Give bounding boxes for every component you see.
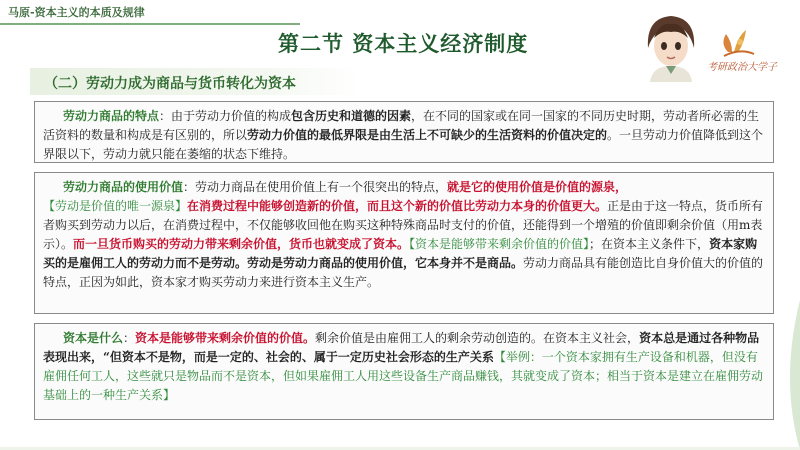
box1-text-2: ，在不同的国家或在同一国家的不同历史时期，劳动者所必需的生活资料的数量和构成是有区别的，所以 [43, 109, 760, 142]
box2-red-3: 而一旦货币购买的劳动力带来剩余价值，货币也就变成了资本。 [73, 237, 410, 251]
top-divider [0, 23, 300, 25]
box3-bold-1: 资本总是通过各种物品表现出来，“但资本不是物，而是一定的、社会的、属于一定历史社会形态的生产关系 [43, 331, 760, 364]
box1-bold-2: 劳动力价值的最低界限是由生活上不可缺少的生活资料的价值决定的 [247, 128, 608, 142]
decorative-corner [776, 0, 800, 450]
section-subtitle: （二）劳动力成为商品与货币转化为资本 [44, 76, 296, 92]
box2-text-4: 劳动力商品具有能创造比自身价值大的价值的特点，正因为如此，资本家才购买劳动力来进行资本主义生产。 [43, 256, 764, 289]
box1-text-1: ：由于劳动力价值的构成 [159, 109, 292, 123]
box2-text-2: 正是由于这一特点，货币所有者购买到劳动力以后，在消费过程中，不仅能够收回他在购买这种特殊商品时支付的价值，还能得到一个增殖的价值即剩余价值（用m表示）。 [43, 199, 764, 251]
box3-heading: 资本是什么 [63, 331, 124, 345]
box2-bold-1: 资本家购买的是雇佣工人的劳动力而不是劳动。劳动是劳动力商品的使用价值，它本身并不是商品。 [43, 237, 758, 270]
presenter-avatar-icon [636, 8, 706, 82]
box1-heading: 劳动力商品的特点 [63, 109, 160, 123]
box2-red-1: 就是它的使用价值是价值的源泉， [447, 180, 628, 194]
box2-note-1: 【劳动是价值的唯一源泉】 [43, 199, 188, 213]
content-box-capital [34, 323, 774, 420]
box3-colon: ： [123, 331, 136, 345]
box2-red-2: 在消费过程中能够创造新的价值，而且这个新的价值比劳动力本身的价值更大。 [187, 199, 608, 213]
box3-red-1: 资本是能够带来剩余价值的价值。 [135, 331, 316, 345]
box3-text-1: 剩余价值是由雇佣工人的剩余劳动创造的。在资本主义社会， [315, 331, 640, 345]
box3-note-1: 【举例：一个资本家拥有生产设备和机器，但没有雇佣任何工人，这些就只是物品而不是资本，但如果雇佣工人用这些设备生产商品赚钱，其就变成了资本；相当于资本是建立在雇佣劳动基础上的一种生产关系】 [43, 350, 764, 402]
box1-text-3: 。一旦劳动力价值降低到这个界限以下，劳动力就只能在萎缩的状态下维持。 [43, 128, 764, 161]
content-box-labor-features [34, 101, 774, 163]
page-title: 第二节 资本主义经济制度 [278, 32, 529, 56]
box2-text-3: ；在资本主义条件下， [589, 237, 710, 251]
course-label: 马原-资本主义的本质及规律 [8, 6, 145, 19]
box2-heading: 劳动力商品的使用价值 [63, 180, 184, 194]
logo-text: 考研政治大学子 [707, 62, 777, 73]
box2-note-2: 【资本是能够带来剩余价值的价值】 [409, 237, 590, 251]
box2-text-1: ：劳动力商品在使用价值上有一个很突出的特点， [183, 180, 448, 194]
box1-bold-1: 包含历史和道德的因素 [291, 109, 412, 123]
content-box-use-value [34, 172, 774, 314]
